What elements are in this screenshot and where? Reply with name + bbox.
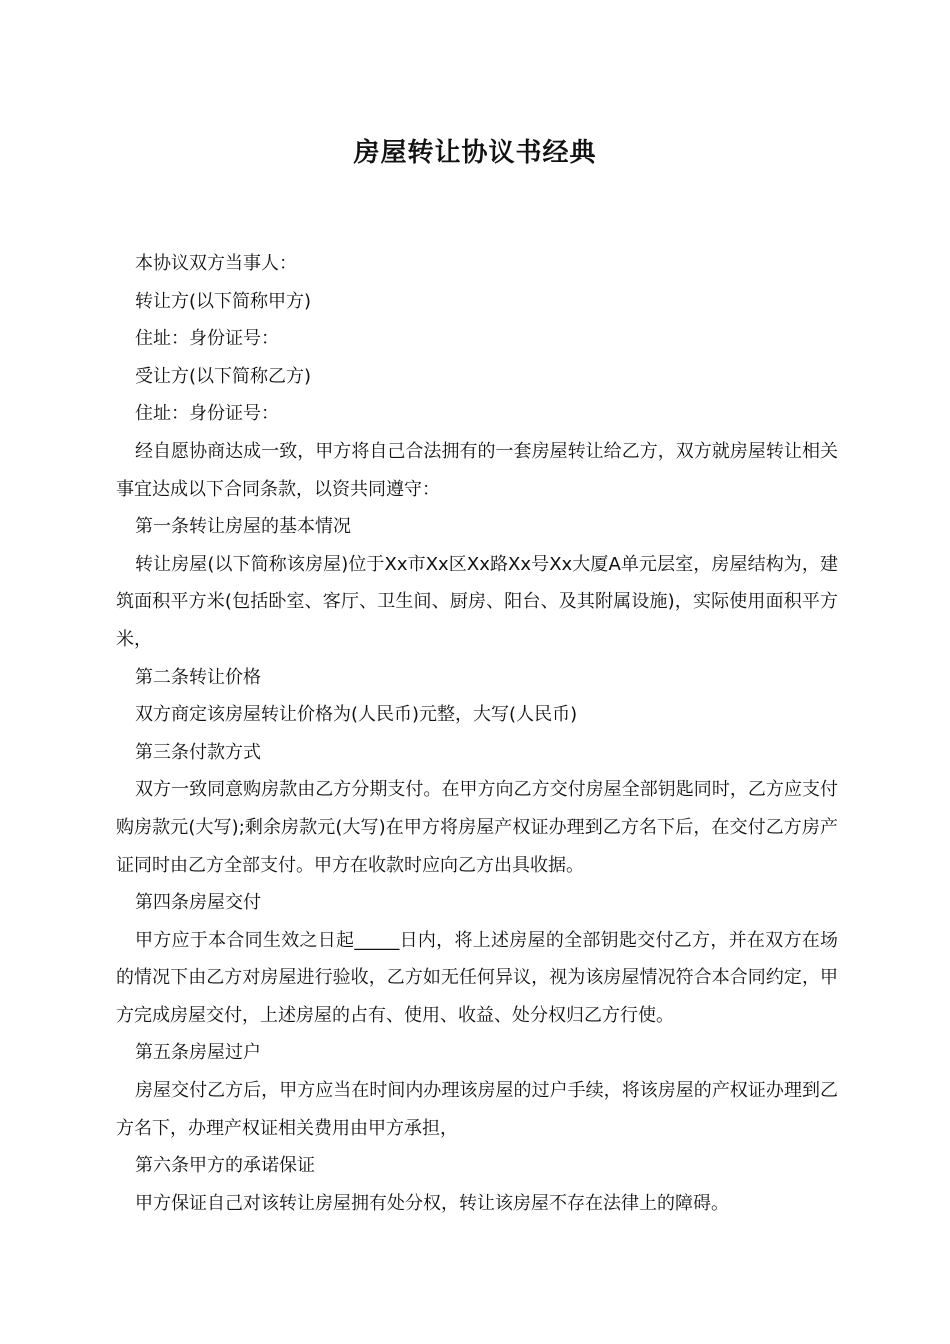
paragraph-transferee-address: 住址：身份证号： bbox=[135, 403, 279, 425]
article-2-body: 双方商定该房屋转让价格为(人民币)元整，大写(人民币) bbox=[135, 704, 578, 726]
article-1-heading: 第一条转让房屋的基本情况 bbox=[135, 516, 351, 538]
paragraph-transferee: 受让方(以下简称乙方) bbox=[135, 365, 312, 387]
paragraph-transferor-address: 住址：身份证号： bbox=[135, 328, 279, 350]
article-4-heading: 第四条房屋交付 bbox=[135, 892, 261, 914]
document-title: 房屋转让协议书经典 bbox=[353, 138, 597, 168]
paragraph-transferor: 转让方(以下简称甲方) bbox=[135, 290, 312, 312]
paragraph-parties-intro: 本协议双方当事人： bbox=[135, 253, 297, 274]
document-body bbox=[116, 245, 838, 1222]
paragraph-preamble: 经自愿协商达成一致，甲方将自己合法拥有的一套房屋转让给乙方，双方就房屋转让相关事宜达成以下合同条款，以资共同遵守： bbox=[116, 440, 838, 500]
article-5-heading: 第五条房屋过户 bbox=[135, 1042, 261, 1064]
article-5-body: 房屋交付乙方后，甲方应当在时间内办理该房屋的过户手续，将该房屋的产权证办理到乙方名下，办理产权证相关费用由甲方承担， bbox=[116, 1080, 838, 1139]
article-6-body: 甲方保证自己对该转让房屋拥有处分权，转让该房屋不存在法律上的障碍。 bbox=[135, 1192, 729, 1214]
article-1-body: 转让房屋(以下简称该房屋)位于Xx市Xx区Xx路Xx号Xx大厦A单元层室，房屋结构为，建筑面积平方米(包括卧室、客厅、卫生间、厨房、阳台、及其附属设施)，实际使用面积平方米， bbox=[116, 553, 838, 650]
article-6-heading: 第六条甲方的承诺保证 bbox=[135, 1155, 315, 1177]
article-3-heading: 第三条付款方式 bbox=[135, 741, 261, 763]
article-3-body: 双方一致同意购房款由乙方分期支付。在甲方向乙方交付房屋全部钥匙同时，乙方应支付购房款元(大写);剩余房款元(大写)在甲方将房屋产权证办理到乙方名下后，在交付乙方房产证同时由乙方全部支付。甲方在收款时应向乙方出具收据。 bbox=[116, 779, 838, 876]
article-2-heading: 第二条转让价格 bbox=[135, 666, 261, 688]
article-4-body: 甲方应于本合同生效之日起_____日内，将上述房屋的全部钥匙交付乙方，并在双方在场的情况下由乙方对房屋进行验收，乙方如无任何异议，视为该房屋情况符合本合同约定，甲方完成房屋交付，上述房屋的占有、使用、收益、处分权归乙方行使。 bbox=[116, 929, 838, 1026]
